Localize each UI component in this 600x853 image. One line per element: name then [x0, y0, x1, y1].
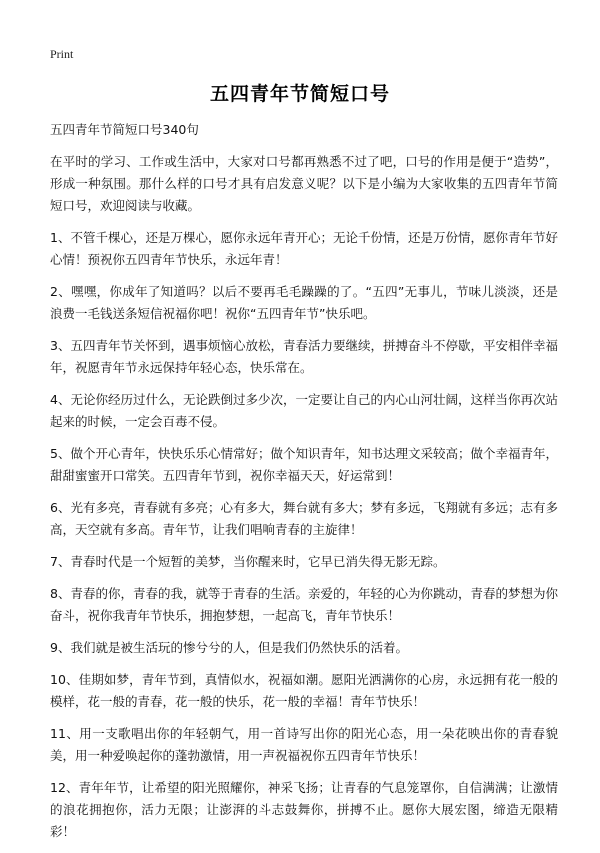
intro-paragraph: 在平时的学习、工作或生活中，大家对口号都再熟悉不过了吧，口号的作用是便于“造势”，形成一种氛围。那什么样的口号才具有启发意义呢？以下是小编为大家收集的五四青年节简短口号，欢迎阅读与收藏。: [50, 154, 558, 213]
slogan-paragraph: 9、我们就是被生活玩的惨兮兮的人，但是我们仍然快乐的活着。: [50, 640, 408, 655]
slogan-paragraph: 2、嘿嘿，你成年了知道吗？以后不要再毛毛躁躁的了。“五四”无事儿，节味儿淡淡，还是浪费一毛钱送条短信祝福你吧！祝你“五四青年节”快乐吧。: [50, 284, 558, 321]
print-link[interactable]: Print: [50, 47, 74, 61]
slogan-paragraph: 4、无论你经历过什么，无论跌倒过多少次，一定要让自己的内心山河壮阔，这样当你再次站起来的时候，一定会百毒不侵。: [50, 392, 558, 429]
article-body: [50, 151, 558, 853]
slogan-paragraph: 12、青年年节，让希望的阳光照耀你，神采飞扬；让青春的气息笼罩你，自信满满；让激情的浪花拥抱你，活力无限；让澎湃的斗志鼓舞你，拼搏不止。愿你大展宏图，缔造无限精彩！: [50, 780, 558, 839]
slogan-paragraph: 1、不管千棵心，还是万棵心，愿你永远年青开心；无论千份情，还是万份情，愿你青年节好心情！预祝你五四青年节快乐，永远年青！: [50, 230, 558, 267]
slogan-paragraph: 3、五四青年节关怀到，遇事烦恼心放松，青春活力要继续，拼搏奋斗不停歇，平安相伴幸福年，祝愿青年节永远保持年轻心态，快乐常在。: [50, 338, 558, 375]
slogan-paragraph: 11、用一支歌唱出你的年轻朝气，用一首诗写出你的阳光心态，用一朵花映出你的青春貌美，用一种爱唤起你的蓬勃激情，用一声祝福祝你五四青年节快乐！: [50, 726, 558, 763]
subtitle: 五四青年节简短口号340句: [50, 122, 199, 137]
slogan-paragraph: 10、佳期如梦，青年节到，真情似水，祝福如潮。愿阳光洒满你的心房，永远拥有花一般的模样，花一般的青春，花一般的快乐，花一般的幸福！青年节快乐！: [50, 672, 558, 709]
slogan-paragraph: 8、青春的你，青春的我，就等于青春的生活。亲爱的，年轻的心为你跳动，青春的梦想为你奋斗，祝你我青年节快乐，拥抱梦想，一起高飞，青年节快乐！: [50, 586, 558, 623]
slogan-paragraph: 6、光有多亮，青春就有多亮；心有多大，舞台就有多大；梦有多远，飞翔就有多远；志有多高，天空就有多高。青年节，让我们唱响青春的主旋律！: [50, 500, 558, 537]
page-title: 五四青年节简短口号: [209, 83, 390, 105]
slogan-paragraph: 5、做个开心青年，快快乐乐心情常好；做个知识青年，知书达理文采较高；做个幸福青年，甜甜蜜蜜开口常笑。五四青年节到，祝你幸福天天，好运常到！: [50, 446, 558, 483]
slogan-paragraph: 7、青春时代是一个短暂的美梦，当你醒来时，它早已消失得无影无踪。: [50, 554, 446, 569]
